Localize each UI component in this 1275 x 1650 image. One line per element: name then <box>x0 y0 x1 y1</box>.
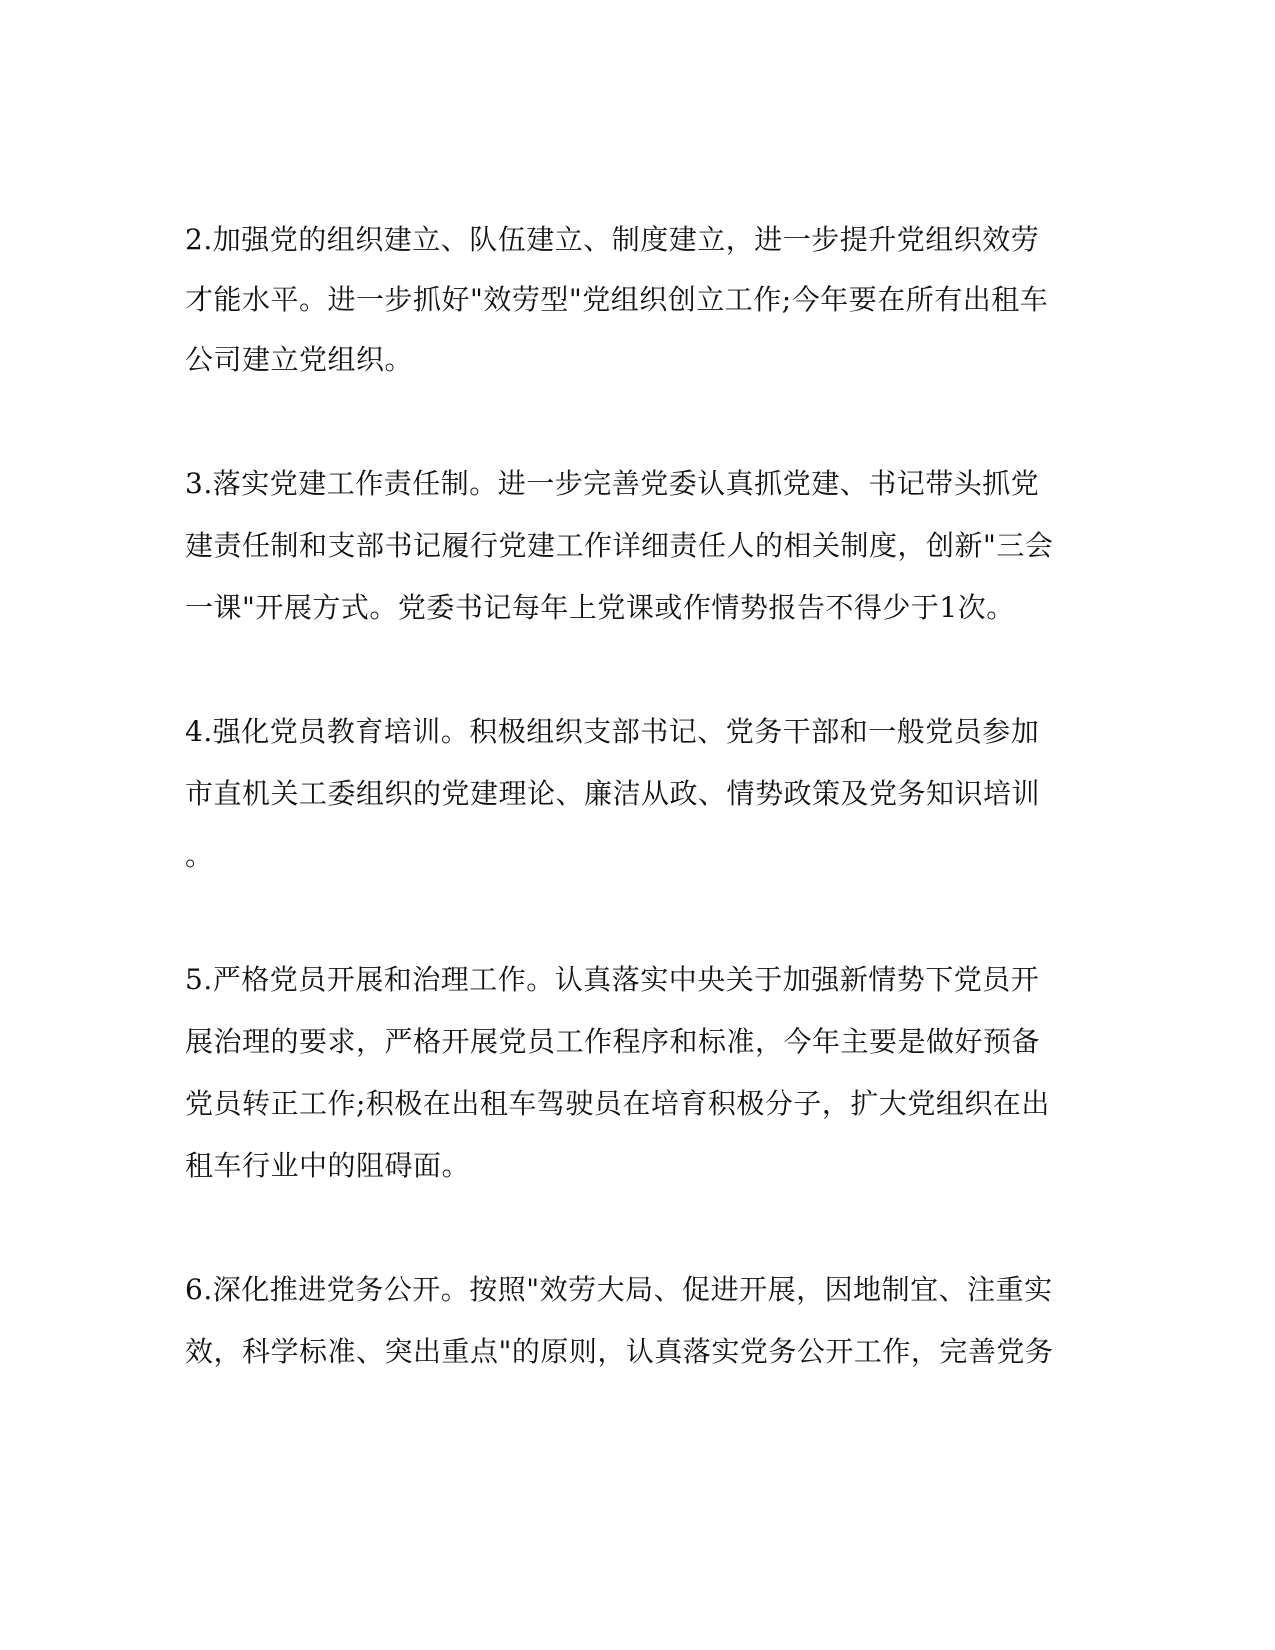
paragraph-3-line-3: 一课"开展方式。党委书记每年上党课或作情势报告不得少于1次。 <box>185 591 1015 624</box>
paragraph-6-line-1: 6.深化推进党务公开。按照"效劳大局、促进开展，因地制宜、注重实 <box>185 1273 1053 1306</box>
paragraph-2-line-3: 公司建立党组织。 <box>185 343 414 376</box>
paragraph-4-line-3: 。 <box>185 839 214 872</box>
paragraph-4-line-2: 市直机关工委组织的党建理论、廉洁从政、情势政策及党务知识培训 <box>185 777 1041 810</box>
paragraph-3-line-1: 3.落实党建工作责任制。进一步完善党委认真抓党建、书记带头抓党 <box>185 467 1040 500</box>
paragraph-5-line-4: 租车行业中的阻碍面。 <box>185 1149 471 1182</box>
paragraph-3-line-2: 建责任制和支部书记履行党建工作详细责任人的相关制度，创新"三会 <box>185 529 1054 562</box>
paragraph-6-line-2: 效，科学标准、突出重点"的原则，认真落实党务公开工作，完善党务 <box>185 1335 1054 1368</box>
paragraph-5-line-1: 5.严格党员开展和治理工作。认真落实中央关于加强新情势下党员开 <box>185 963 1040 996</box>
paragraph-5-line-3: 党员转正工作;积极在出租车驾驶员在培育积极分子，扩大党组织在出 <box>185 1087 1050 1120</box>
paragraph-2-line-1: 2.加强党的组织建立、队伍建立、制度建立，进一步提升党组织效劳 <box>185 223 1040 256</box>
paragraph-2-line-2: 才能水平。进一步抓好"效劳型"党组织创立工作;今年要在所有出租车 <box>185 283 1049 316</box>
paragraph-4-line-1: 4.强化党员教育培训。积极组织支部书记、党务干部和一般党员参加 <box>185 715 1040 748</box>
paragraph-5-line-2: 展治理的要求，严格开展党员工作程序和标准，今年主要是做好预备 <box>185 1025 1041 1058</box>
